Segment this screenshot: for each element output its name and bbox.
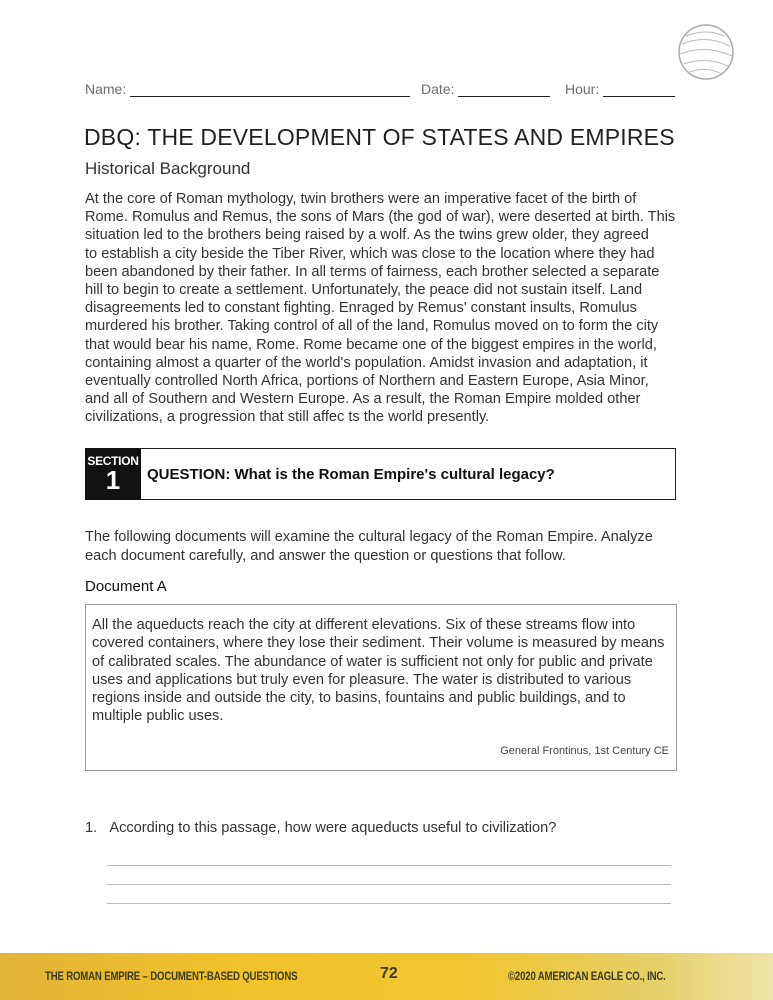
name-field[interactable]	[85, 81, 410, 97]
name-label: Name:	[85, 81, 127, 97]
question-1	[85, 820, 556, 836]
intro-line: The following documents will examine the cultural legacy of the Roman Empire. Analyze	[85, 529, 653, 545]
paragraph-line: At the core of Roman mythology, twin brothers were an imperative facet of the birth of	[85, 191, 637, 207]
document-a-label: Document A	[85, 578, 167, 595]
document-line: regions inside and outside the city, to basins, fountains and public buildings, and to	[92, 690, 626, 707]
document-a-citation: General Frontinus, 1st Century CE	[500, 745, 669, 757]
paragraph-line: and all of Southern and Western Europe. As a result, the Roman Empire molded other	[85, 391, 641, 408]
footer-title: THE ROMAN EMPIRE – DOCUMENT-BASED QUESTIONS	[45, 969, 298, 983]
globe-logo-icon	[676, 22, 736, 82]
paragraph-line: hill to begin to create a settlement. Unfortunately, the peace did not sustain itself. Land	[85, 282, 643, 299]
background-paragraph	[85, 190, 675, 427]
paragraph-line: situation led to the brothers being raised by a wolf. As the twins grew older, they agreed	[85, 227, 649, 244]
answer-line[interactable]	[107, 903, 671, 904]
paragraph-line: Rome. Romulus and Remus, the sons of Mars (the god of war), were deserted at birth. This	[85, 209, 676, 226]
footer-copyright: ©2020 AMERICAN EAGLE CO., INC.	[508, 969, 666, 983]
section-question: QUESTION: What is the Roman Empire's cultural legacy?	[147, 466, 555, 483]
page-title: DBQ: THE DEVELOPMENT OF STATES AND EMPIRES	[84, 124, 675, 150]
date-label: Date:	[421, 81, 455, 97]
intro-text	[85, 528, 653, 565]
document-line: All the aqueducts reach the city at different elevations. Six of these streams flow into	[92, 617, 636, 633]
answer-line[interactable]	[107, 865, 671, 866]
document-line: uses and applications but truly even for pleasure. The water is distributed to various	[92, 671, 632, 688]
document-a-text	[92, 616, 664, 726]
paragraph-line: murdered his brother. Taking control of all of the land, Romulus moved on to form the city	[85, 318, 659, 335]
question-text: According to this passage, how were aqueducts useful to civilization?	[109, 820, 557, 836]
paragraph-line: to establish a city beside the Tiber River, which was close to the location where they had	[85, 245, 655, 262]
paragraph-line: that would bear his name, Rome. Rome became one of the biggest empires in the world,	[85, 336, 657, 353]
paragraph-line: disagreements led to constant fighting. Enraged by Remus' constant insults, Romulus	[85, 300, 637, 317]
section-number: 1	[105, 465, 121, 495]
section-label: SECTION	[87, 454, 139, 468]
section-badge	[85, 448, 141, 500]
document-line: of calibrated scales. The abundance of water is sufficient not only for public and private	[92, 653, 653, 670]
subtitle: Historical Background	[85, 159, 251, 178]
question-number: 1.	[85, 820, 98, 836]
intro-line: each document carefully, and answer the question or questions that follow.	[85, 547, 566, 564]
paragraph-line: civilizations, a progression that still affec ts the world presently.	[85, 409, 490, 426]
document-line: covered containers, where they lose their sediment. Their volume is measured by means	[92, 635, 665, 652]
paragraph-line: eventually controlled North Africa, portions of Northern and Eastern Europe, Asia Minor,	[85, 373, 649, 390]
page-number: 72	[380, 965, 398, 982]
paragraph-line: containing almost a quarter of the world's population. Amidst invasion and adaptation, it	[85, 354, 648, 371]
answer-line[interactable]	[107, 884, 671, 885]
date-field[interactable]	[421, 81, 550, 97]
hour-label: Hour:	[565, 81, 600, 97]
hour-field[interactable]	[565, 81, 675, 97]
document-line: multiple public uses.	[92, 708, 224, 725]
paragraph-line: been abandoned by their father. In all terms of fairness, each brother selected a separate	[85, 263, 660, 280]
